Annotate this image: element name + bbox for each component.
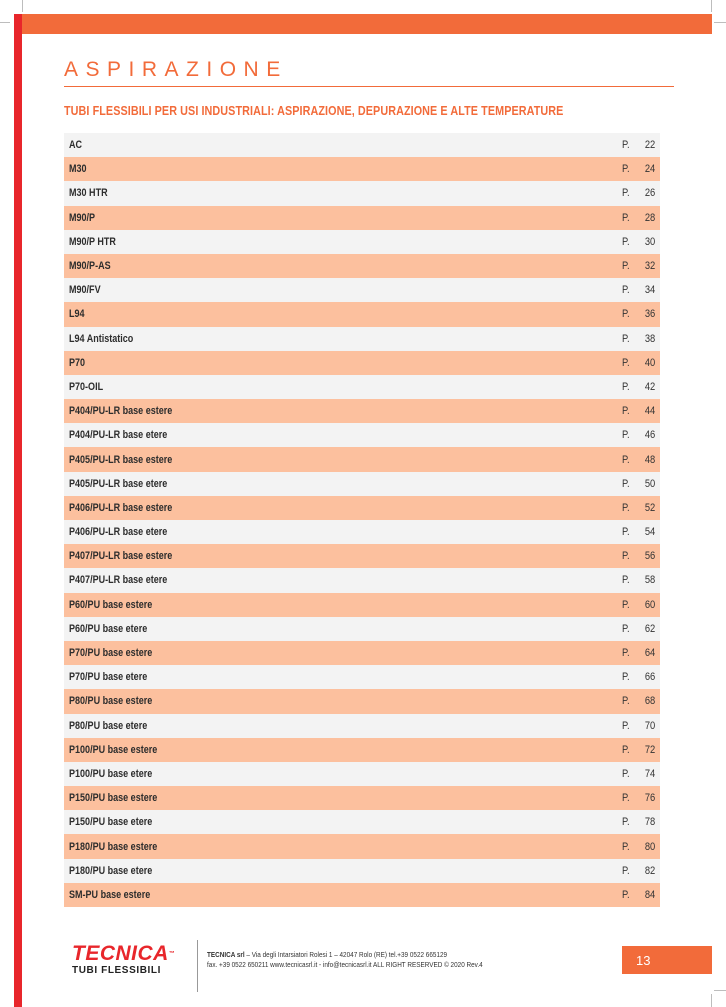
item-name: P150/PU base etere	[69, 816, 153, 829]
list-item[interactable]	[64, 181, 660, 205]
item-name: P70/PU base estere	[69, 647, 153, 660]
page-prefix: P.	[622, 380, 630, 393]
item-name: P405/PU-LR base etere	[69, 477, 168, 490]
item-page-number: 52	[644, 501, 655, 514]
item-page-number: 34	[644, 284, 655, 297]
item-name: P100/PU base etere	[69, 767, 153, 780]
item-name: P404/PU-LR base estere	[69, 405, 173, 418]
item-name: P407/PU-LR base estere	[69, 550, 173, 563]
item-page-number: 64	[644, 647, 655, 660]
item-page-number: 56	[644, 550, 655, 563]
crop-mark	[711, 994, 712, 1007]
list-item[interactable]	[64, 399, 660, 423]
item-page-number: 72	[644, 743, 655, 756]
page-prefix: P.	[622, 888, 630, 901]
page-prefix: P.	[622, 864, 630, 877]
item-name: P60/PU base etere	[69, 622, 148, 635]
item-page-number: 82	[644, 864, 655, 877]
page-prefix: P.	[622, 622, 630, 635]
item-name: P70/PU base etere	[69, 671, 148, 684]
page-prefix: P.	[622, 477, 630, 490]
company-logo	[72, 942, 176, 977]
list-item[interactable]	[64, 689, 660, 713]
page-prefix: P.	[622, 695, 630, 708]
list-item[interactable]	[64, 859, 660, 883]
list-item[interactable]	[64, 568, 660, 592]
item-name: M90/P	[69, 211, 96, 224]
item-page-number: 50	[644, 477, 655, 490]
crop-mark	[714, 22, 726, 23]
page-prefix: P.	[622, 671, 630, 684]
item-page-number: 26	[644, 187, 655, 200]
item-page-number: 80	[644, 840, 655, 853]
page-prefix: P.	[622, 501, 630, 514]
page-prefix: P.	[622, 453, 630, 466]
page-prefix: P.	[622, 284, 630, 297]
item-name: M30 HTR	[69, 187, 108, 200]
company-name: TECNICA srl	[207, 950, 245, 959]
item-name: P70-OIL	[69, 380, 104, 393]
list-item[interactable]	[64, 786, 660, 810]
item-page-number: 24	[644, 163, 655, 176]
page-prefix: P.	[622, 308, 630, 321]
item-page-number: 44	[644, 405, 655, 418]
crop-mark	[714, 990, 726, 991]
list-item[interactable]	[64, 520, 660, 544]
item-name: SM-PU base estere	[69, 888, 151, 901]
page-prefix: P.	[622, 792, 630, 805]
item-name: M90/P-AS	[69, 260, 111, 273]
logo-wordmark: TECNICA™	[72, 942, 176, 965]
page-prefix: P.	[622, 356, 630, 369]
item-page-number: 74	[644, 767, 655, 780]
list-item[interactable]	[64, 447, 660, 471]
list-item[interactable]	[64, 327, 660, 351]
page-prefix: P.	[622, 840, 630, 853]
item-name: P100/PU base estere	[69, 743, 158, 756]
page-prefix: P.	[622, 163, 630, 176]
item-page-number: 84	[644, 888, 655, 901]
list-item[interactable]	[64, 810, 660, 834]
item-name: P180/PU base estere	[69, 840, 158, 853]
list-item[interactable]	[64, 133, 660, 157]
item-name: P406/PU-LR base estere	[69, 501, 173, 514]
list-item[interactable]	[64, 593, 660, 617]
list-item[interactable]	[64, 375, 660, 399]
list-item[interactable]	[64, 206, 660, 230]
top-bar	[22, 14, 712, 34]
item-page-number: 42	[644, 380, 655, 393]
item-name: L94	[69, 308, 85, 321]
section-subtitle: TUBI FLESSIBILI PER USI INDUSTRIALI: ASPIRAZIONE, DEPURAZIONE E ALTE TEMPERATURE	[64, 103, 564, 118]
page-prefix: P.	[622, 526, 630, 539]
list-item[interactable]	[64, 714, 660, 738]
list-item[interactable]	[64, 883, 660, 907]
item-name: P404/PU-LR base etere	[69, 429, 168, 442]
page-prefix: P.	[622, 405, 630, 418]
product-index-list	[64, 133, 660, 907]
page-number-badge	[622, 946, 712, 974]
list-item[interactable]	[64, 423, 660, 447]
item-name: P406/PU-LR base etere	[69, 526, 168, 539]
item-page-number: 60	[644, 598, 655, 611]
page-prefix: P.	[622, 429, 630, 442]
item-name: M90/FV	[69, 284, 101, 297]
crop-mark	[0, 22, 10, 23]
item-page-number: 28	[644, 211, 655, 224]
item-page-number: 70	[644, 719, 655, 732]
page-prefix: P.	[622, 550, 630, 563]
page-prefix: P.	[622, 211, 630, 224]
item-page-number: 58	[644, 574, 655, 587]
list-item[interactable]	[64, 762, 660, 786]
list-item[interactable]	[64, 254, 660, 278]
item-page-number: 40	[644, 356, 655, 369]
footer-contact	[207, 950, 483, 970]
page-title: ASPIRAZIONE	[64, 58, 288, 81]
left-red-strip	[14, 14, 22, 1007]
page-prefix: P.	[622, 574, 630, 587]
item-name: P80/PU base etere	[69, 719, 148, 732]
crop-mark	[711, 0, 712, 12]
list-item[interactable]	[64, 738, 660, 762]
item-page-number: 22	[644, 139, 655, 152]
item-page-number: 36	[644, 308, 655, 321]
item-name: L94 Antistatico	[69, 332, 134, 345]
item-page-number: 78	[644, 816, 655, 829]
item-name: P150/PU base estere	[69, 792, 158, 805]
item-name: M90/P HTR	[69, 235, 116, 248]
page-prefix: P.	[622, 719, 630, 732]
item-page-number: 32	[644, 260, 655, 273]
page-prefix: P.	[622, 187, 630, 200]
footer-divider	[197, 940, 198, 992]
item-name: AC	[69, 139, 83, 152]
item-page-number: 46	[644, 429, 655, 442]
footer-address: – Via degli Intarsiatori Rolesi 1 – 42047 Rolo (RE) tel.+39 0522 665129	[244, 950, 448, 959]
list-item[interactable]	[64, 278, 660, 302]
item-name: P407/PU-LR base etere	[69, 574, 168, 587]
title-rule	[64, 86, 674, 87]
page-prefix: P.	[622, 743, 630, 756]
list-item[interactable]	[64, 544, 660, 568]
item-page-number: 66	[644, 671, 655, 684]
item-name: P60/PU base estere	[69, 598, 153, 611]
list-item[interactable]	[64, 641, 660, 665]
list-item[interactable]	[64, 617, 660, 641]
list-item[interactable]	[64, 230, 660, 254]
item-name: P70	[69, 356, 86, 369]
list-item[interactable]	[64, 351, 660, 375]
page-prefix: P.	[622, 647, 630, 660]
logo-tagline: TUBI FLESSIBILI	[72, 965, 161, 976]
page-prefix: P.	[622, 332, 630, 345]
list-item[interactable]	[64, 665, 660, 689]
item-page-number: 68	[644, 695, 655, 708]
item-page-number: 62	[644, 622, 655, 635]
page-prefix: P.	[622, 598, 630, 611]
item-page-number: 30	[644, 235, 655, 248]
item-page-number: 38	[644, 332, 655, 345]
page-prefix: P.	[622, 816, 630, 829]
page-prefix: P.	[622, 767, 630, 780]
list-item[interactable]	[64, 496, 660, 520]
item-name: P80/PU base estere	[69, 695, 153, 708]
page-number: 13	[636, 952, 651, 968]
item-name: M30	[69, 163, 87, 176]
list-item[interactable]	[64, 834, 660, 858]
footer-contacts-line: fax. +39 0522 650211 www.tecnicasrl.it - info@tecnicasrl.it ALL RIGHT RESERVED © 2020 Rev.4	[207, 960, 483, 969]
item-page-number: 76	[644, 792, 655, 805]
crop-mark	[22, 0, 23, 12]
list-item[interactable]	[64, 157, 660, 181]
page-prefix: P.	[622, 260, 630, 273]
item-name: P405/PU-LR base estere	[69, 453, 173, 466]
item-page-number: 54	[644, 526, 655, 539]
item-page-number: 48	[644, 453, 655, 466]
item-name: P180/PU base etere	[69, 864, 153, 877]
page-prefix: P.	[622, 139, 630, 152]
page-prefix: P.	[622, 235, 630, 248]
list-item[interactable]	[64, 472, 660, 496]
list-item[interactable]	[64, 302, 660, 326]
